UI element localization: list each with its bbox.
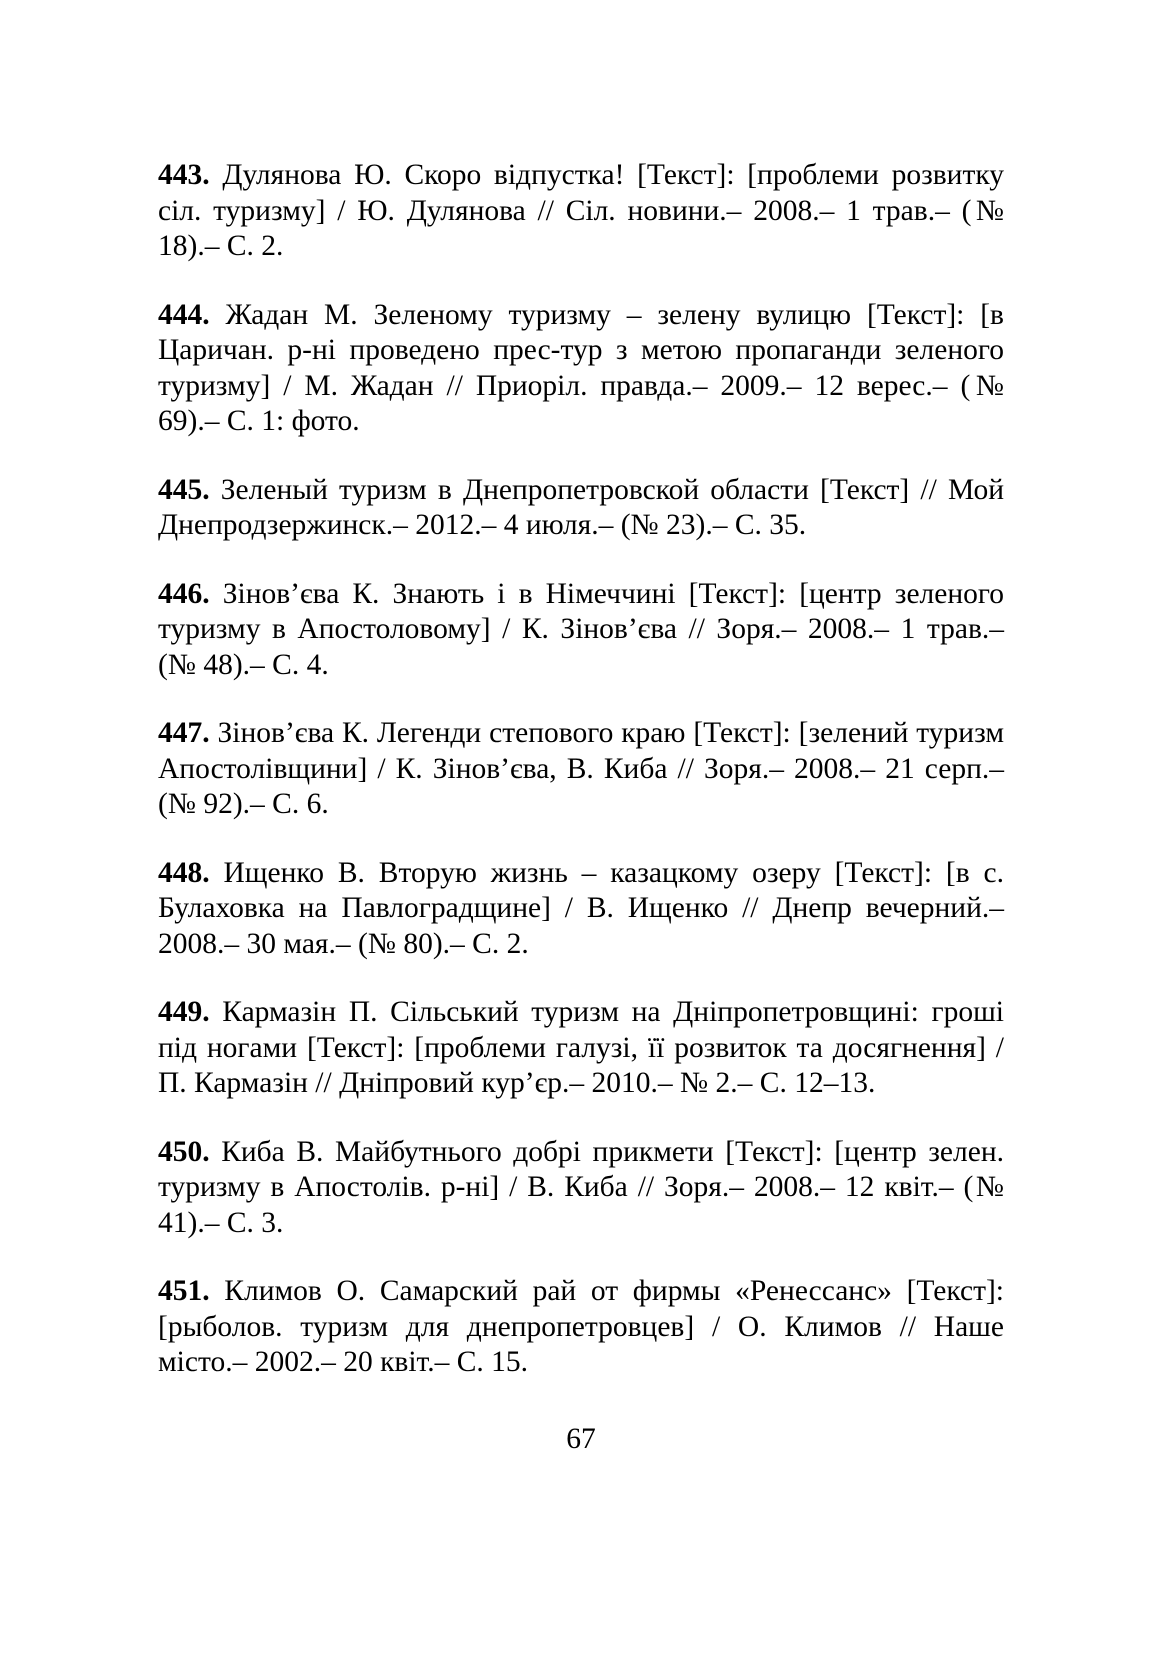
entry-text: Климов О. Самарский рай от фирмы «Ренессанс» [Текст]: [рыболов. туризм для днепропетровцев] / О. Климов // Наше місто.– 2002.– 20 квіт.– С. 15. — [158, 1275, 1004, 1378]
entry-number: 444. — [158, 298, 210, 331]
entry-number: 451. — [158, 1275, 210, 1307]
entry-number: 447. — [158, 717, 210, 749]
entry-text: Дулянова Ю. Скоро відпустка! [Текст]: [проблеми розвитку сіл. туризму] / Ю. Дулянова // Сіл. новини.– 2008.– 1 трав.– (№ 18).– С. 2. — [158, 159, 1004, 262]
entry-number: 449. — [158, 996, 210, 1028]
entry-text: Жадан М. Зеленому туризму – зелену вулицю [Текст]: [в Царичан. р-ні проведено прес-тур з метою пропаганди зеленого туризму] / М. Жадан // Приоріл. правда.– 2009.– 12 верес.– (№ 69).– С. 1: фото. — [158, 298, 1004, 437]
entry-number: 445. — [158, 473, 210, 506]
bibliography-entry — [158, 298, 1004, 440]
entry-text: Ищенко В. Вторую жизнь – казацкому озеру [Текст]: [в с. Булаховка на Павлоградщине] / В. Ищенко // Днепр вечерний.– 2008.– 30 мая.– (№ 80).– С. 2. — [158, 856, 1004, 960]
bibliography-entry — [158, 473, 1004, 544]
bibliography-entry — [158, 995, 1004, 1102]
page-number: 67 — [566, 1423, 596, 1455]
entry-text: Зінов’єва К. Легенди степового краю [Текст]: [зелений туризм Апостолівщини] / К. Зінов’єва, В. Киба // Зоря.– 2008.– 21 серп.– (№ 92).– С. 6. — [158, 717, 1004, 820]
entry-text: Зеленый туризм в Днепропетровской области [Текст] // Мой Днепродзержинск.– 2012.– 4 июля.– (№ 23).– С. 35. — [158, 473, 1004, 541]
entry-text: Зінов’єва К. Знають і в Німеччині [Текст]: [центр зеленого туризму в Апостоловому] / К. Зінов’єва // Зоря.– 2008.– 1 трав.– (№ 48).– С. 4. — [158, 577, 1004, 681]
bibliography-entry — [158, 158, 1004, 265]
bibliography-entry — [158, 856, 1004, 963]
entry-text: Кармазін П. Сільський туризм на Дніпропетровщині: гроші під ногами [Текст]: [проблеми галузі, її розвиток та досягнення] / П. Кармазін // Дніпровий кур’єр.– 2010.– № 2.– С. 12–13. — [158, 996, 1004, 1099]
entry-text: Киба В. Майбутнього добрі прикмети [Текст]: [центр зелен. туризму в Апостолів. р-ні] / В. Киба // Зоря.– 2008.– 12 квіт.– (№ 41).– С. 3. — [158, 1135, 1004, 1239]
entry-number: 448. — [158, 856, 210, 889]
bibliography-entry — [158, 577, 1004, 684]
bibliography-entry — [158, 716, 1004, 823]
bibliography-entry — [158, 1135, 1004, 1242]
entry-number: 446. — [158, 577, 210, 610]
bibliography-entry — [158, 1274, 1004, 1381]
entry-number: 443. — [158, 159, 210, 191]
bibliography-list — [158, 158, 1004, 1381]
entry-number: 450. — [158, 1135, 210, 1168]
